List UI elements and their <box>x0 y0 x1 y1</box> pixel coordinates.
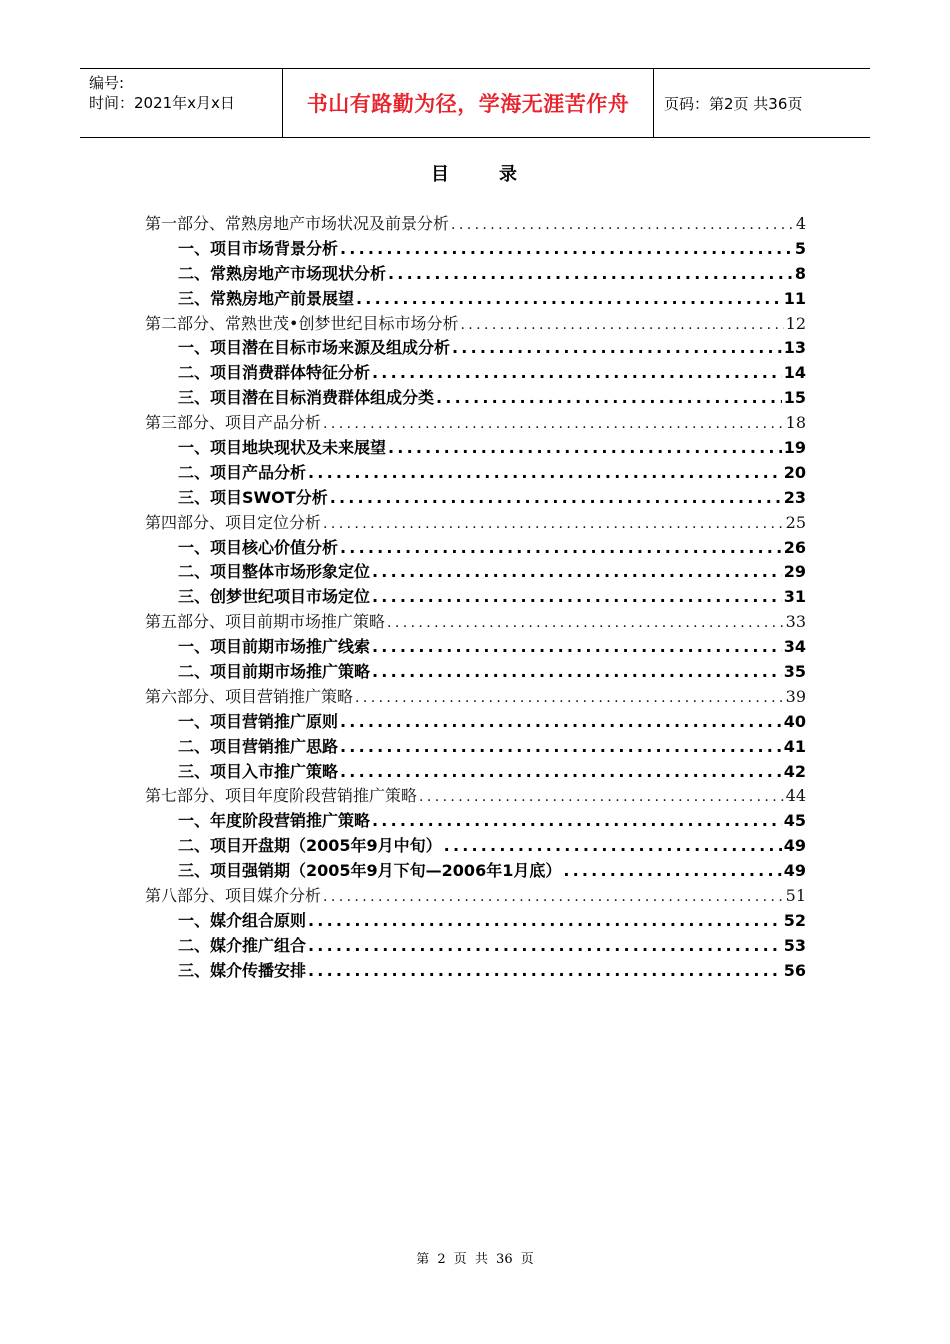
toc-entry-title: 一、项目潜在目标市场来源及组成分析 <box>178 338 451 358</box>
toc-leader-dots <box>452 338 782 357</box>
toc-page-number: 13 <box>783 338 806 358</box>
toc-page-number: 34 <box>783 637 806 657</box>
toc-page-number: 8 <box>794 263 806 283</box>
toc-entry-title: 二、媒介推广组合 <box>178 935 307 955</box>
toc-leader-dots <box>372 811 782 830</box>
toc-entry-title: 三、项目SWOT分析 <box>178 487 328 507</box>
toc-section-entry[interactable] <box>145 858 806 883</box>
toc-leader-dots <box>340 762 782 781</box>
toc-page-number: 18 <box>785 413 806 433</box>
toc-title <box>0 160 950 186</box>
toc-part-entry[interactable] <box>145 211 806 236</box>
toc-leader-dots <box>330 488 782 507</box>
toc-page-number: 51 <box>785 886 806 906</box>
toc-section-entry[interactable] <box>145 958 806 983</box>
toc-leader-dots <box>340 737 782 756</box>
table-of-contents <box>145 211 806 983</box>
serial-label: 编号: <box>89 74 125 92</box>
toc-leader-dots <box>355 690 784 706</box>
toc-entry-title: 二、项目营销推广思路 <box>178 736 339 756</box>
toc-entry-title: 二、项目开盘期（2005年9月中旬） <box>178 836 442 856</box>
toc-entry-title: 第二部分、常熟世茂•创梦世纪目标市场分析 <box>145 313 459 333</box>
toc-section-entry[interactable] <box>145 933 806 958</box>
date-label: 时间：2021年x月x日 <box>89 94 235 112</box>
toc-page-number: 23 <box>783 487 806 507</box>
toc-part-entry[interactable] <box>145 311 806 336</box>
toc-entry-title: 一、项目营销推广原则 <box>178 711 339 731</box>
toc-section-entry[interactable] <box>145 435 806 460</box>
toc-entry-title: 第四部分、项目定位分析 <box>145 512 322 532</box>
toc-entry-title: 二、项目整体市场形象定位 <box>178 562 371 582</box>
toc-leader-dots <box>372 662 782 681</box>
toc-leader-dots <box>460 317 783 333</box>
toc-page-number: 12 <box>785 313 806 333</box>
toc-page-number: 4 <box>795 214 806 233</box>
toc-section-entry[interactable] <box>145 535 806 560</box>
toc-entry-title: 二、项目产品分析 <box>178 462 307 482</box>
toc-page-number: 15 <box>783 388 806 408</box>
toc-entry-title: 一、项目地块现状及未来展望 <box>178 438 387 458</box>
header-page-info: 页码：第2页 共36页 <box>664 94 803 113</box>
toc-title-char-1: 目 <box>431 164 451 185</box>
toc-section-entry[interactable] <box>145 335 806 360</box>
toc-leader-dots <box>356 289 782 308</box>
toc-section-entry[interactable] <box>145 286 806 311</box>
toc-page-number: 52 <box>783 910 806 930</box>
toc-leader-dots <box>372 587 782 606</box>
toc-page-number: 14 <box>783 363 806 383</box>
toc-entry-title: 三、项目强销期（2005年9月下旬—2006年1月底） <box>178 861 562 881</box>
toc-page-number: 31 <box>783 587 806 607</box>
toc-leader-dots <box>372 363 782 382</box>
toc-section-entry[interactable] <box>145 385 806 410</box>
toc-entry-title: 三、项目潜在目标消费群体组成分类 <box>178 388 435 408</box>
toc-page-number: 44 <box>785 786 806 806</box>
toc-section-entry[interactable] <box>145 659 806 684</box>
toc-entry-title: 二、项目前期市场推广策略 <box>178 662 371 682</box>
toc-page-number: 11 <box>783 288 806 308</box>
toc-entry-title: 二、项目消费群体特征分析 <box>178 363 371 383</box>
toc-entry-title: 二、常熟房地产市场现状分析 <box>178 263 387 283</box>
toc-leader-dots <box>340 712 782 731</box>
page-footer: 第 2 页 共 36 页 <box>416 1252 534 1267</box>
toc-section-entry[interactable] <box>145 559 806 584</box>
toc-entry-title: 第三部分、项目产品分析 <box>145 413 322 433</box>
toc-section-entry[interactable] <box>145 485 806 510</box>
toc-leader-dots <box>308 463 782 482</box>
toc-part-entry[interactable] <box>145 684 806 709</box>
toc-leader-dots <box>372 637 782 656</box>
toc-leader-dots <box>323 889 784 905</box>
toc-leader-dots <box>436 388 782 407</box>
toc-section-entry[interactable] <box>145 808 806 833</box>
toc-leader-dots <box>387 615 784 631</box>
toc-entry-title: 一、媒介组合原则 <box>178 910 307 930</box>
toc-leader-dots <box>451 217 794 233</box>
toc-entry-title: 第五部分、项目前期市场推广策略 <box>145 612 386 632</box>
toc-page-number: 5 <box>794 238 806 258</box>
toc-entry-title: 第六部分、项目营销推广策略 <box>145 686 354 706</box>
toc-title-char-2: 录 <box>499 164 519 185</box>
toc-entry-title: 三、创梦世纪项目市场定位 <box>178 587 371 607</box>
toc-page-number: 19 <box>783 438 806 458</box>
toc-part-entry[interactable] <box>145 410 806 435</box>
toc-part-entry[interactable] <box>145 609 806 634</box>
toc-entry-title: 第七部分、项目年度阶段营销推广策略 <box>145 786 418 806</box>
toc-page-number: 29 <box>783 562 806 582</box>
toc-leader-dots <box>388 438 782 457</box>
toc-part-entry[interactable] <box>145 883 806 908</box>
toc-section-entry[interactable] <box>145 634 806 659</box>
toc-entry-title: 第一部分、常熟房地产市场状况及前景分析 <box>145 214 450 233</box>
toc-page-number: 39 <box>785 686 806 706</box>
toc-page-number: 35 <box>783 662 806 682</box>
toc-page-number: 49 <box>783 861 806 881</box>
toc-page-number: 56 <box>783 960 806 980</box>
header-motto: 书山有路勤为径，学海无涯苦作舟 <box>282 69 654 137</box>
toc-page-number: 42 <box>783 761 806 781</box>
toc-section-entry[interactable] <box>145 759 806 784</box>
toc-section-entry[interactable] <box>145 360 806 385</box>
toc-entry-title: 三、常熟房地产前景展望 <box>178 288 355 308</box>
toc-section-entry[interactable] <box>145 236 806 261</box>
toc-entry-title: 一、年度阶段营销推广策略 <box>178 811 371 831</box>
toc-leader-dots <box>419 789 784 805</box>
toc-entry-title: 三、媒介传播安排 <box>178 960 307 980</box>
toc-leader-dots <box>308 961 782 980</box>
toc-section-entry[interactable] <box>145 709 806 734</box>
toc-page-number: 40 <box>783 711 806 731</box>
toc-page-number: 33 <box>785 612 806 632</box>
toc-page-number: 41 <box>783 736 806 756</box>
toc-section-entry[interactable] <box>145 584 806 609</box>
toc-entry-title: 一、项目前期市场推广线索 <box>178 637 371 657</box>
toc-entry-title: 第八部分、项目媒介分析 <box>145 886 322 906</box>
toc-leader-dots <box>340 239 793 258</box>
toc-leader-dots <box>323 416 784 432</box>
toc-entry-title: 一、项目市场背景分析 <box>178 238 339 258</box>
toc-entry-title: 一、项目核心价值分析 <box>178 537 339 557</box>
toc-leader-dots <box>444 836 782 855</box>
toc-section-entry[interactable] <box>145 734 806 759</box>
toc-section-entry[interactable] <box>145 908 806 933</box>
toc-section-entry[interactable] <box>145 833 806 858</box>
toc-page-number: 53 <box>783 935 806 955</box>
toc-leader-dots <box>388 264 793 283</box>
page-header <box>80 68 870 138</box>
toc-leader-dots <box>340 538 782 557</box>
toc-page-number: 20 <box>783 462 806 482</box>
toc-leader-dots <box>372 562 782 581</box>
toc-section-entry[interactable] <box>145 460 806 485</box>
toc-page-number: 26 <box>783 537 806 557</box>
toc-part-entry[interactable] <box>145 783 806 808</box>
toc-page-number: 49 <box>783 836 806 856</box>
header-meta <box>80 69 282 137</box>
toc-page-number: 25 <box>785 512 806 532</box>
toc-section-entry[interactable] <box>145 261 806 286</box>
toc-leader-dots <box>308 936 782 955</box>
toc-leader-dots <box>308 911 782 930</box>
toc-entry-title: 三、项目入市推广策略 <box>178 761 339 781</box>
toc-part-entry[interactable] <box>145 510 806 535</box>
toc-page-number: 45 <box>783 811 806 831</box>
toc-leader-dots <box>563 861 781 880</box>
toc-leader-dots <box>323 516 784 532</box>
